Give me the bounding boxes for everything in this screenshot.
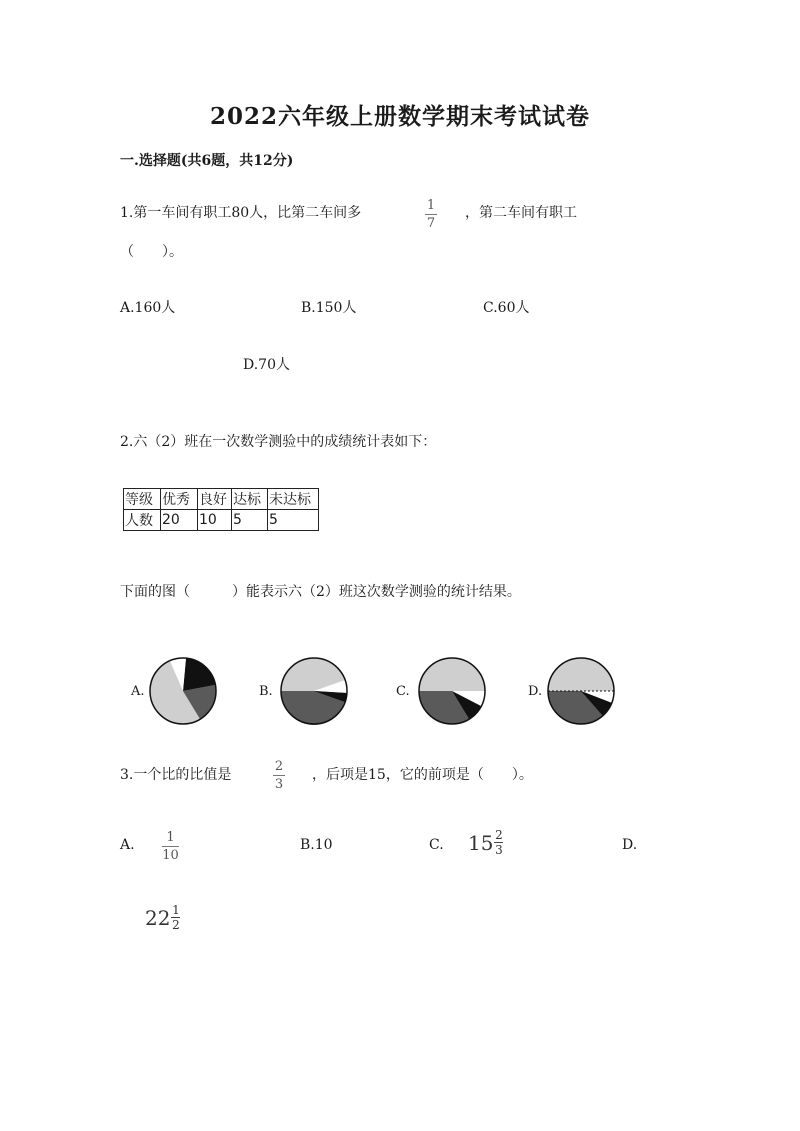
q3-option-a-label[interactable]: A. <box>120 837 135 853</box>
q1-text-b: ，第二车间有职工 <box>465 205 577 221</box>
q1-frac-den: 7 <box>426 216 436 231</box>
q1-text-a: 1.第一车间有职工80人，比第二车间多 <box>120 205 362 221</box>
table-cell: 20 <box>161 510 198 531</box>
fraction-bar <box>425 214 437 215</box>
table-cell: 达标 <box>232 489 268 510</box>
q3-option-c-label[interactable]: C. <box>429 837 444 853</box>
pie-chart-c[interactable] <box>417 656 487 726</box>
table-cell: 优秀 <box>161 489 198 510</box>
q3-opt-c-den: 3 <box>495 843 503 857</box>
q3-opt-c-whole: 15 <box>468 830 494 855</box>
pie-label-d[interactable]: D. <box>528 684 543 699</box>
q2-text: 2.六（2）班在一次数学测验中的成绩统计表如下： <box>120 434 437 450</box>
q3-opt-d-den: 2 <box>172 918 180 932</box>
pie-chart-b[interactable] <box>279 656 349 726</box>
q3-opt-a-den: 10 <box>162 848 179 863</box>
pie-chart-a[interactable] <box>148 656 218 726</box>
table-cell: 10 <box>198 510 232 531</box>
pie-label-a[interactable]: A. <box>131 684 145 699</box>
q3-opt-d-whole: 22 <box>145 905 171 930</box>
q3-frac-den: 3 <box>274 777 284 792</box>
table-cell: 等级 <box>124 489 161 510</box>
q3-option-d-label[interactable]: D. <box>622 837 638 853</box>
q3-frac-num: 2 <box>274 759 284 774</box>
q3-option-d-value[interactable] <box>145 904 180 931</box>
q1-option-a[interactable]: A.160人 <box>120 300 176 316</box>
fraction-bar <box>273 775 285 776</box>
table-cell: 良好 <box>198 489 232 510</box>
table-row <box>124 510 319 531</box>
q3-option-a-fraction[interactable] <box>162 830 179 863</box>
q1-option-d[interactable]: D.70人 <box>243 357 290 373</box>
q1-option-c[interactable]: C.60人 <box>483 300 530 316</box>
q3-option-c-value[interactable] <box>468 829 503 856</box>
pie-label-c[interactable]: C. <box>396 684 410 699</box>
table-cell: 5 <box>232 510 268 531</box>
pie-label-b[interactable]: B. <box>259 684 273 699</box>
table-cell: 5 <box>268 510 319 531</box>
q3-text-a: 3.一个比的比值是 <box>120 767 232 783</box>
page-title: 2022六年级上册数学期末考试试卷 <box>209 103 590 130</box>
q3-option-b[interactable]: B.10 <box>300 837 333 853</box>
q1-frac-num: 1 <box>426 198 436 213</box>
q2-follow-text: 下面的图（ ）能表示六（2）班这次数学测验的统计结果。 <box>120 584 521 600</box>
q1-blank: （ ）。 <box>120 244 183 260</box>
q3-opt-d-num: 1 <box>172 903 180 917</box>
table-cell: 未达标 <box>268 489 319 510</box>
q3-opt-a-num: 1 <box>166 830 175 845</box>
q3-text-b: ，后项是15，它的前项是（ ）。 <box>312 767 533 783</box>
pie-chart-d[interactable] <box>546 656 616 726</box>
q3-opt-d-fraction <box>171 904 180 931</box>
fraction-bar <box>162 846 179 847</box>
q3-opt-c-fraction <box>494 829 503 856</box>
q3-fraction <box>273 759 285 792</box>
q1-option-b[interactable]: B.150人 <box>301 300 357 316</box>
grades-table <box>123 488 319 531</box>
q3-opt-c-num: 2 <box>495 828 503 842</box>
section-heading: 一.选择题(共6题，共12分) <box>120 153 294 169</box>
table-cell: 人数 <box>124 510 161 531</box>
q1-fraction <box>425 198 437 231</box>
table-row <box>124 489 319 510</box>
